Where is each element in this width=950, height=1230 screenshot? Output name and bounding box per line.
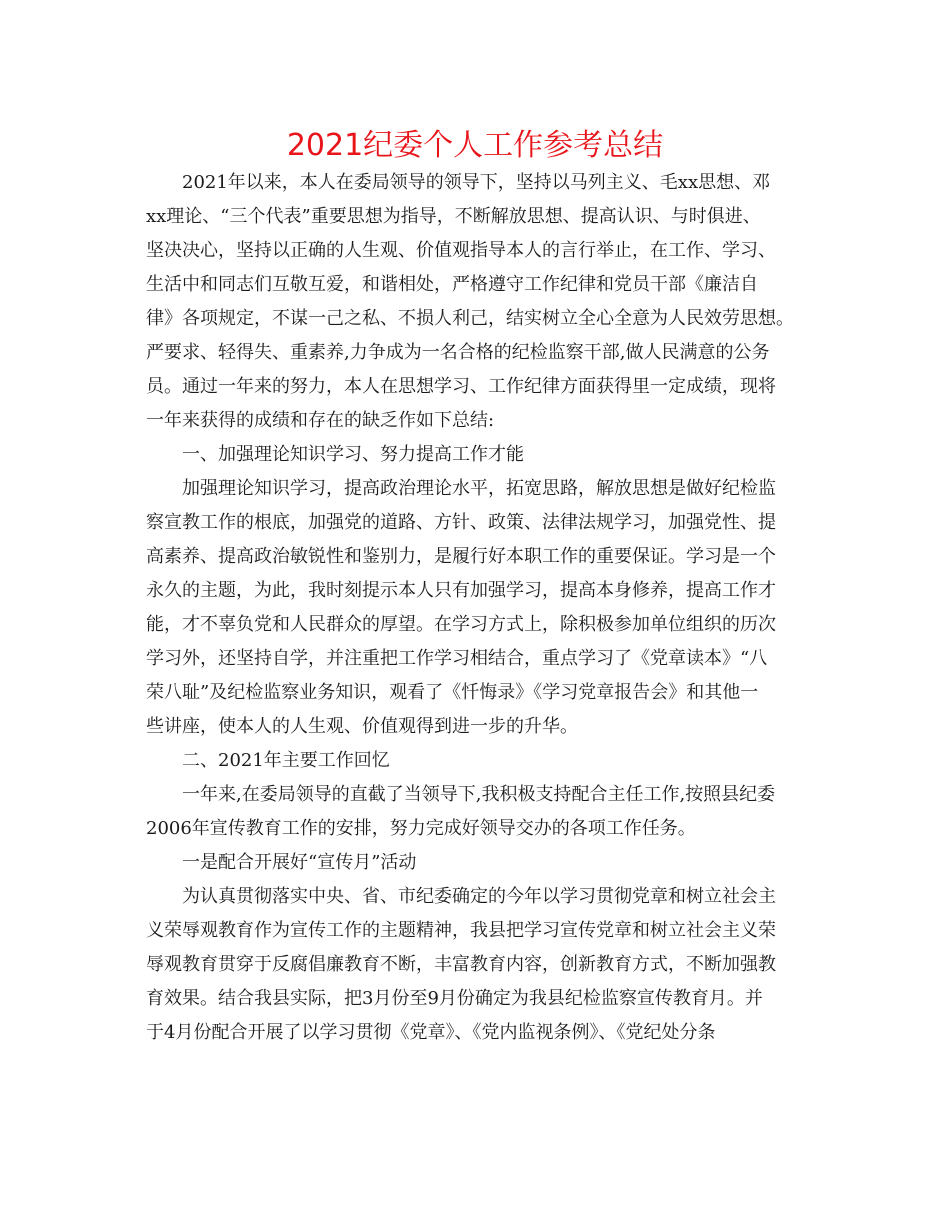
text-line: 于4月份配合开展了以学习贯彻《党章》、《党内监视条例》、《党纪处分条 [146,1022,716,1043]
text-line: 2006年宣传教育工作的安排，努力完成好领导交办的各项工作任务。 [146,818,696,839]
text-line: 加强理论知识学习，提高政治理论水平，拓宽思路，解放思想是做好纪检监 [182,478,776,499]
text-line: 员。通过一年来的努力，本人在思想学习、工作纪律方面获得里一定成绩，现将 [146,376,776,397]
text-line: xx理论、“三个代表”重要思想为指导，不断解放思想、提高认识、与时俱进、 [146,206,761,227]
text-line: 能，才不辜负党和人民群众的厚望。在学习方式上，除积极参加单位组织的历次 [146,614,776,635]
text-line: 荣八耻”及纪检监察业务知识，观看了《忏悔录》《学习党章报告会》和其他一 [146,682,759,703]
text-line: 永久的主题，为此，我时刻提示本人只有加强学习，提高本身修养，提高工作才 [146,580,776,601]
text-line: 生活中和同志们互敬互爱，和谐相处，严格遵守工作纪律和党员干部《廉洁自 [146,274,758,295]
text-line: 些讲座，使本人的人生观、价值观得到进一步的升华。 [146,716,578,737]
document-body [146,166,806,1050]
text-line: 一年来获得的成绩和存在的缺乏作如下总结: [146,410,495,431]
text-line: 辱观教育贯穿于反腐倡廉教育不断，丰富教育内容，创新教育方式，不断加强教 [146,954,776,975]
text-line: 严要求、轻得失、重素养,力争成为一名合格的纪检监察干部,做人民满意的公务 [146,342,770,363]
subsection-heading: 一是配合开展好“宣传月”活动 [182,852,417,873]
text-line: 育效果。结合我县实际，把3月份至9月份确定为我县纪检监察宣传教育月。并 [146,988,763,1009]
text-line: 学习外，还坚持自学，并注重把工作学习相结合，重点学习了《党章读本》“八 [146,648,768,669]
text-line: 察宣教工作的根底，加强党的道路、方针、政策、法律法规学习，加强党性、提 [146,512,776,533]
text-line: 坚决决心，坚持以正确的人生观、价值观指导本人的言行举止，在工作、学习、 [146,240,776,261]
text-line: 为认真贯彻落实中央、省、市纪委确定的今年以学习贯彻党章和树立社会主 [182,886,776,907]
section-heading: 二、2021年主要工作回忆 [182,750,390,771]
document-title: 2021纪委个人工作参考总结 [286,128,664,163]
text-line: 律》各项规定，不谋一己之私、不损人利己，结实树立全心全意为人民效劳思想。 [146,308,794,329]
text-line: 一年来,在委局领导的直截了当领导下,我积极支持配合主任工作,按照县纪委 [182,784,776,805]
text-line: 义荣辱观教育作为宣传工作的主题精神，我县把学习宣传党章和树立社会主义荣 [146,920,776,941]
text-line: 高素养、提高政治敏锐性和鉴别力，是履行好本职工作的重要保证。学习是一个 [146,546,776,567]
text-line: 2021年以来，本人在委局领导的领导下，坚持以马列主义、毛xx思想、邓 [182,172,771,193]
section-heading: 一、加强理论知识学习、努力提高工作才能 [182,444,524,465]
